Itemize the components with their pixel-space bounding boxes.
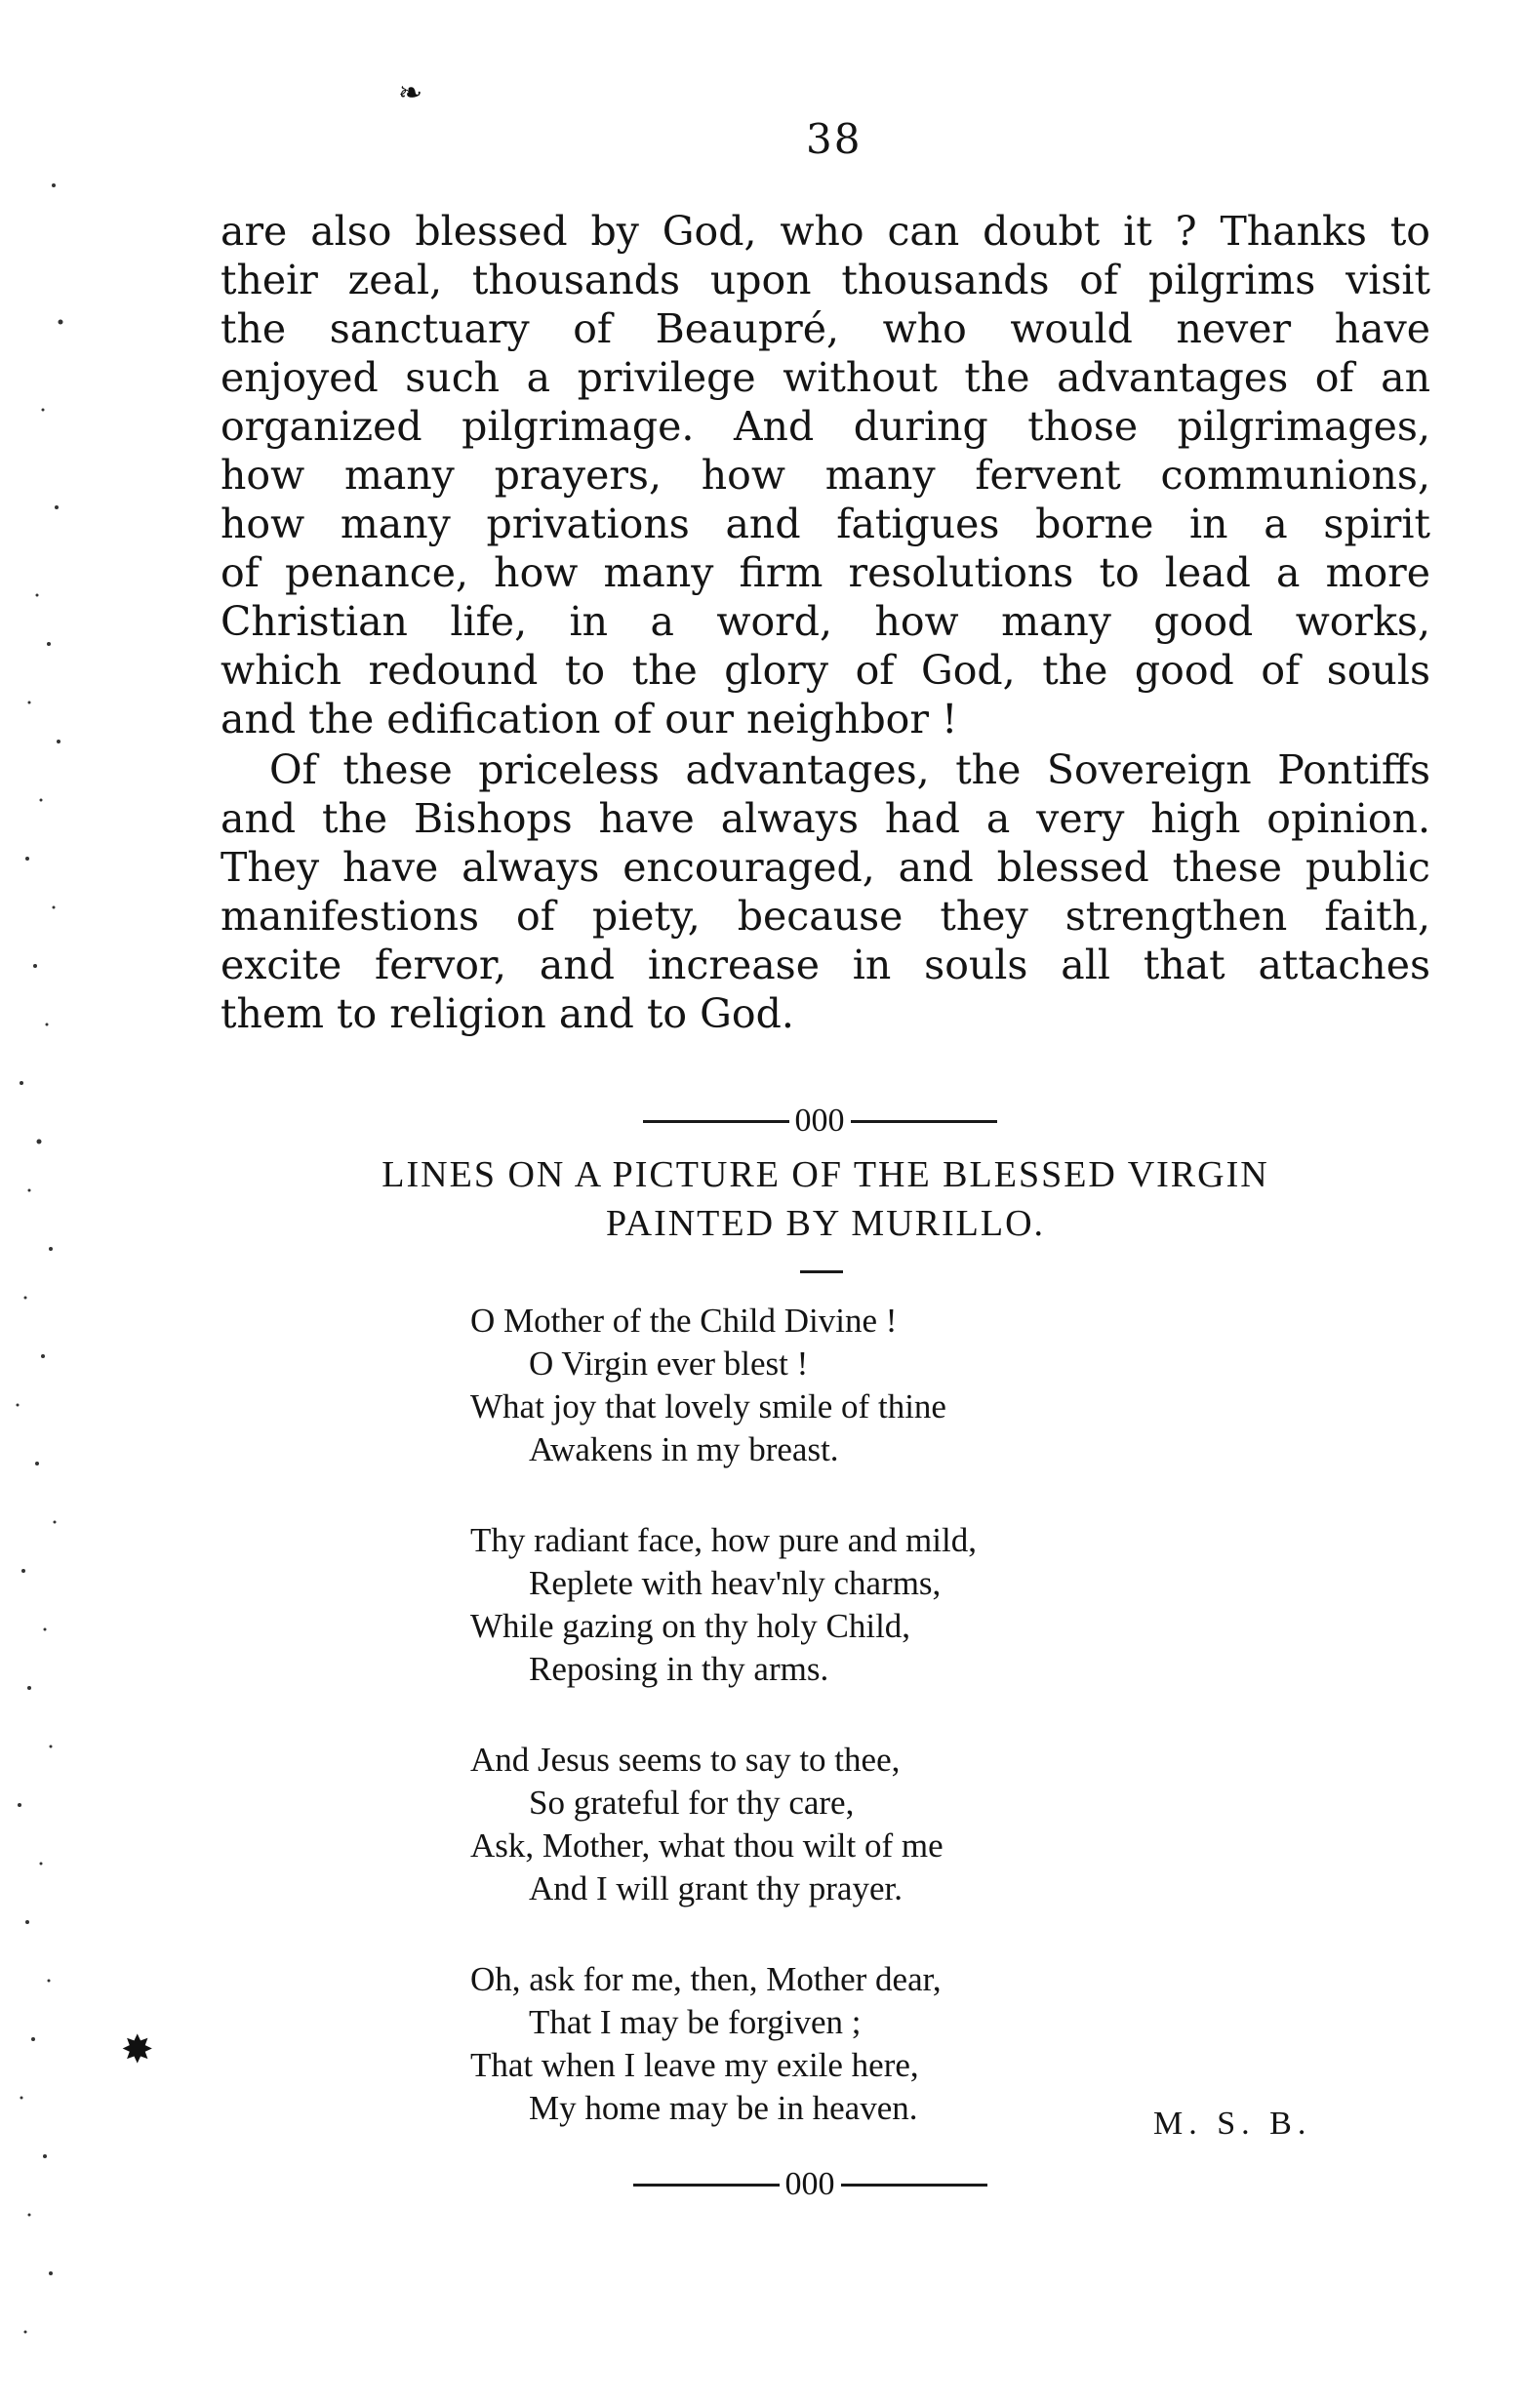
- verse-line: Ask, Mother, what thou wilt of me: [470, 1826, 944, 1865]
- text-line: which redound to the glory of God, the good of souls: [221, 647, 1430, 694]
- divider-mark: 000: [784, 2166, 835, 2202]
- divider-rule-right: [851, 1120, 997, 1123]
- printer-ornament-icon: ✸: [121, 2027, 154, 2072]
- poem-body: [470, 1300, 1251, 2178]
- verse-line: And Jesus seems to say to thee,: [470, 1741, 901, 1779]
- text-line: and the edification of our neighbor !: [221, 696, 958, 742]
- section-divider: [624, 2164, 995, 2203]
- verse-line: Replete with heav'nly charms,: [529, 1564, 942, 1602]
- text-line: the sanctuary of Beaupré, who would never have: [221, 305, 1430, 352]
- paragraph-pontiffs: [221, 745, 1430, 1038]
- text-line: excite fervor, and increase in souls all that attaches: [221, 942, 1430, 988]
- stanza: [470, 1519, 1251, 1691]
- title-rule: [800, 1270, 843, 1273]
- text-line: They have always encouraged, and blessed these public: [221, 844, 1430, 891]
- verse-line: That when I leave my exile here,: [470, 2046, 919, 2084]
- verse-line: Awakens in my breast.: [529, 1430, 839, 1468]
- text-line: manifestions of piety, because they strengthen faith,: [221, 893, 1430, 940]
- stanza: [470, 1300, 1251, 1471]
- text-line: how many privations and fatigues borne in a spirit: [221, 501, 1430, 547]
- text-line: enjoyed such a privilege without the advantages of an: [221, 354, 1430, 401]
- text-line: how many prayers, how many fervent communions,: [221, 452, 1430, 499]
- text-line: organized pilgrimage. And during those pilgrimages,: [221, 403, 1430, 450]
- section-divider: [634, 1101, 1005, 1140]
- verse-line: So grateful for thy care,: [529, 1784, 855, 1822]
- text-line: and the Bishops have always had a very high opinion.: [221, 795, 1430, 842]
- verse-line: While gazing on thy holy Child,: [470, 1607, 911, 1645]
- poem-subtitle: PAINTED BY MURILLO.: [605, 1203, 1046, 1244]
- text-line: Of these priceless advantages, the Sovereign Pontiffs: [269, 746, 1430, 793]
- paragraph-pilgrimages: [221, 207, 1430, 743]
- page-number: 38: [806, 115, 863, 163]
- scan-speckle-margin: [0, 0, 88, 2408]
- text-line: of penance, how many firm resolutions to lead a more: [221, 549, 1430, 596]
- stanza: [470, 1958, 1251, 2130]
- verse-line: That I may be forgiven ;: [529, 2003, 862, 2041]
- verse-line: O Mother of the Child Divine !: [470, 1302, 898, 1340]
- text-line: them to religion and to God.: [221, 990, 794, 1037]
- text-line: Christian life, in a word, how many good works,: [221, 598, 1430, 645]
- verse-line: Thy radiant face, how pure and mild,: [470, 1521, 977, 1559]
- verse-line: My home may be in heaven.: [529, 2089, 918, 2127]
- text-line: their zeal, thousands upon thousands of pilgrims visit: [221, 257, 1430, 303]
- divider-rule-right: [841, 2184, 987, 2187]
- divider-rule-left: [633, 2184, 780, 2187]
- divider-rule-left: [643, 1120, 789, 1123]
- author-initials: M. S. B.: [1153, 2106, 1312, 2142]
- stanza: [470, 1739, 1251, 1910]
- verse-line: Reposing in thy arms.: [529, 1650, 829, 1688]
- poem-title: LINES ON A PICTURE OF THE BLESSED VIRGIN: [382, 1154, 1269, 1195]
- text-line: are also blessed by God, who can doubt it ? Thanks to: [221, 208, 1430, 255]
- verse-line: O Virgin ever blest !: [529, 1344, 809, 1383]
- verse-line: What joy that lovely smile of thine: [470, 1387, 946, 1425]
- verse-line: And I will grant thy prayer.: [529, 1869, 903, 1907]
- prose-body: [221, 207, 1430, 1038]
- verse-line: Oh, ask for me, then, Mother dear,: [470, 1960, 942, 1998]
- printer-ornament-icon: ❧: [398, 76, 423, 110]
- divider-mark: 000: [794, 1103, 845, 1139]
